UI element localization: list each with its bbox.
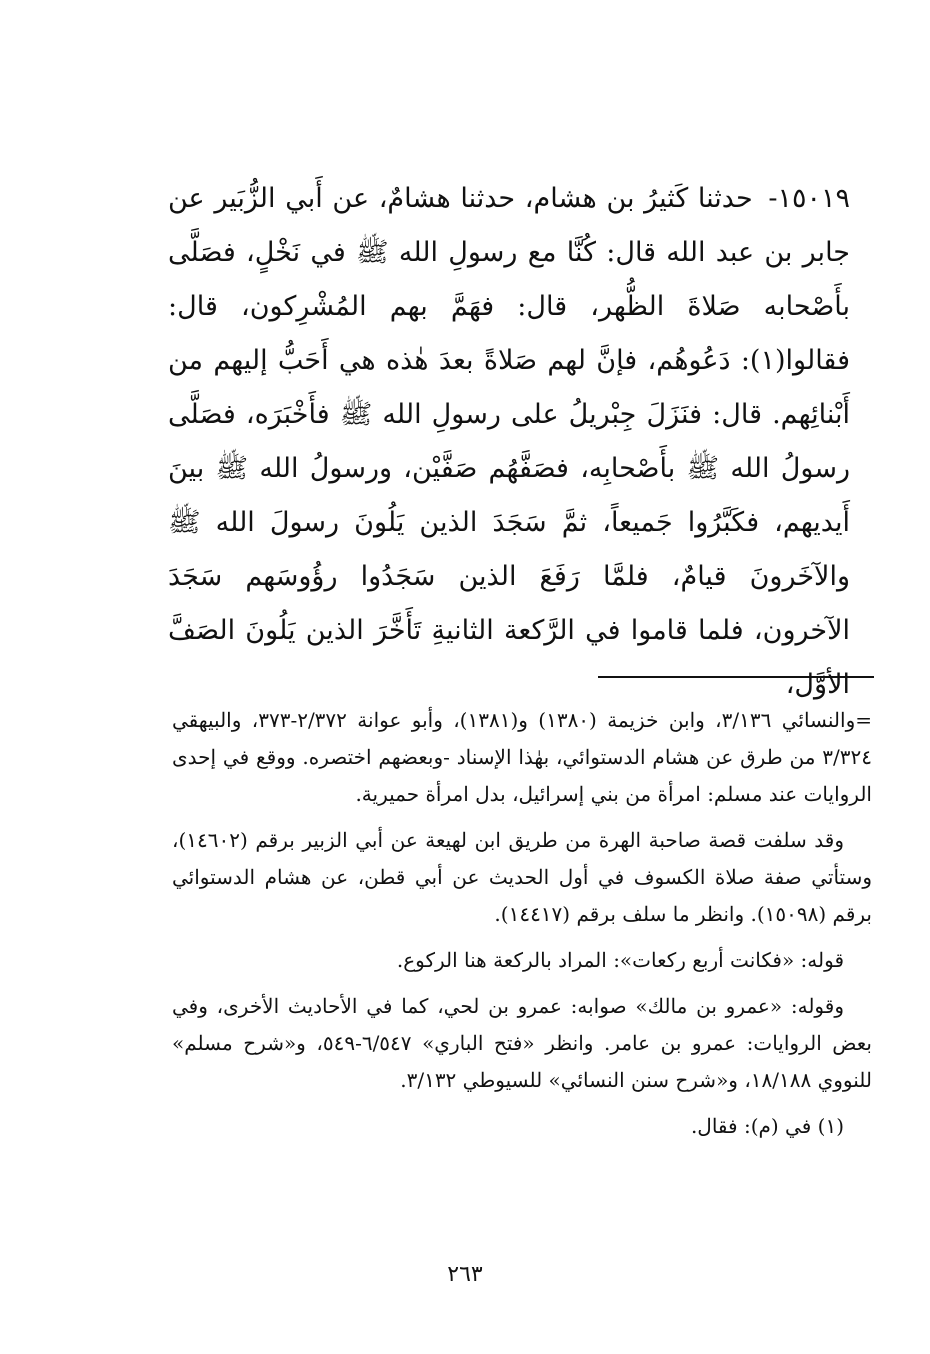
footnote-paragraph: وقد سلفت قصة صاحبة الهرة من طريق ابن لهيعة عن أبي الزبير برقم (١٤٦٠٢)، وستأتي صفة صلاة الكسوف في أول الحديث عن أبي قطن، عن هشام الدستوائي برقم (١٥٠٩٨). وانظر ما سلف برقم (١٤٤١٧). [172, 828, 872, 926]
page-number: ٢٦٣ [447, 1262, 483, 1287]
footnote-paragraph: قوله: «فكانت أربع ركعات»: المراد بالركعة هنا الركوع. [396, 948, 844, 972]
footnote-paragraph: وقوله: «عمرو بن مالك» صوابه: عمرو بن لحي، كما في الأحاديث الأخرى، وفي بعض الروايات: عمرو بن عامر. وانظر «فتح الباري» ٦/٥٤٧-٥٤٩، و«شرح مسلم» للنووي ١٨/١٨٨، و«شرح سنن النسائي» للسيوطي ٣/١٣٢. [172, 994, 872, 1092]
footnote-continuation: =والنسائي ٣/١٣٦، وابن خزيمة (١٣٨٠) و(١٣٨١)، وأبو عوانة ٢/٣٧٢-٣٧٣، والبيهقي ٣/٣٢٤ من طرق عن هشام الدستوائي، بهٰذا الإسناد -وبعضهم اختصره. ووقع في إحدى الروايات عند مسلم: امرأة من بني إسرائيل، بدل امرأة حميرية. [172, 708, 872, 806]
hadith-text [168, 172, 850, 712]
hadith-matn: عن جابر بن عبد الله قال: كُنَّا مع رسولِ الله ﷺ في نَخْلٍ، فصَلَّى بأَصْحابه صَلاةَ الظُّهر، قال: فهَمَّ بهم المُشْرِكون، قال: فقالوا(١): دَعُوهُم، فإنَّ لهم صَلاةً بعدَ هٰذه هي أَحَبُّ إليهم من أَبْنائِهم. قال: فنَزَلَ جِبْريلُ على رسولِ الله ﷺ فأَخْبَرَه، فصَلَّى رسولُ الله ﷺ بأَصْحابِه، فصَفَّهُم صَفَّيْن، ورسولُ الله ﷺ بينَ أَيديهم، فكَبَّرُوا جَميعاً، ثمَّ سَجَدَ الذين يَلُونَ رسولَ الله ﷺ والآخَرونَ قيامٌ، فلمَّا رَفَعَ الذين سَجَدُوا رؤُوسَهم سَجَدَ الآخرون، فلما قاموا في الرَّكعة الثانيةِ تَأَخَّرَ الذين يَلُونَ الصَفَّ الأوَّل، [168, 183, 850, 700]
hadith-number: ١٥٠١٩- [768, 183, 850, 214]
hadith-paragraph [168, 172, 850, 712]
footnotes [172, 702, 872, 1154]
hadith-isnad: حدثنا كَثيرُ بن هشام، حدثنا هشامٌ، عن أَبي الزُّبَير [214, 183, 753, 214]
footnote-1: (١) في (م): فقال. [690, 1114, 844, 1138]
footnote-divider [598, 676, 874, 678]
